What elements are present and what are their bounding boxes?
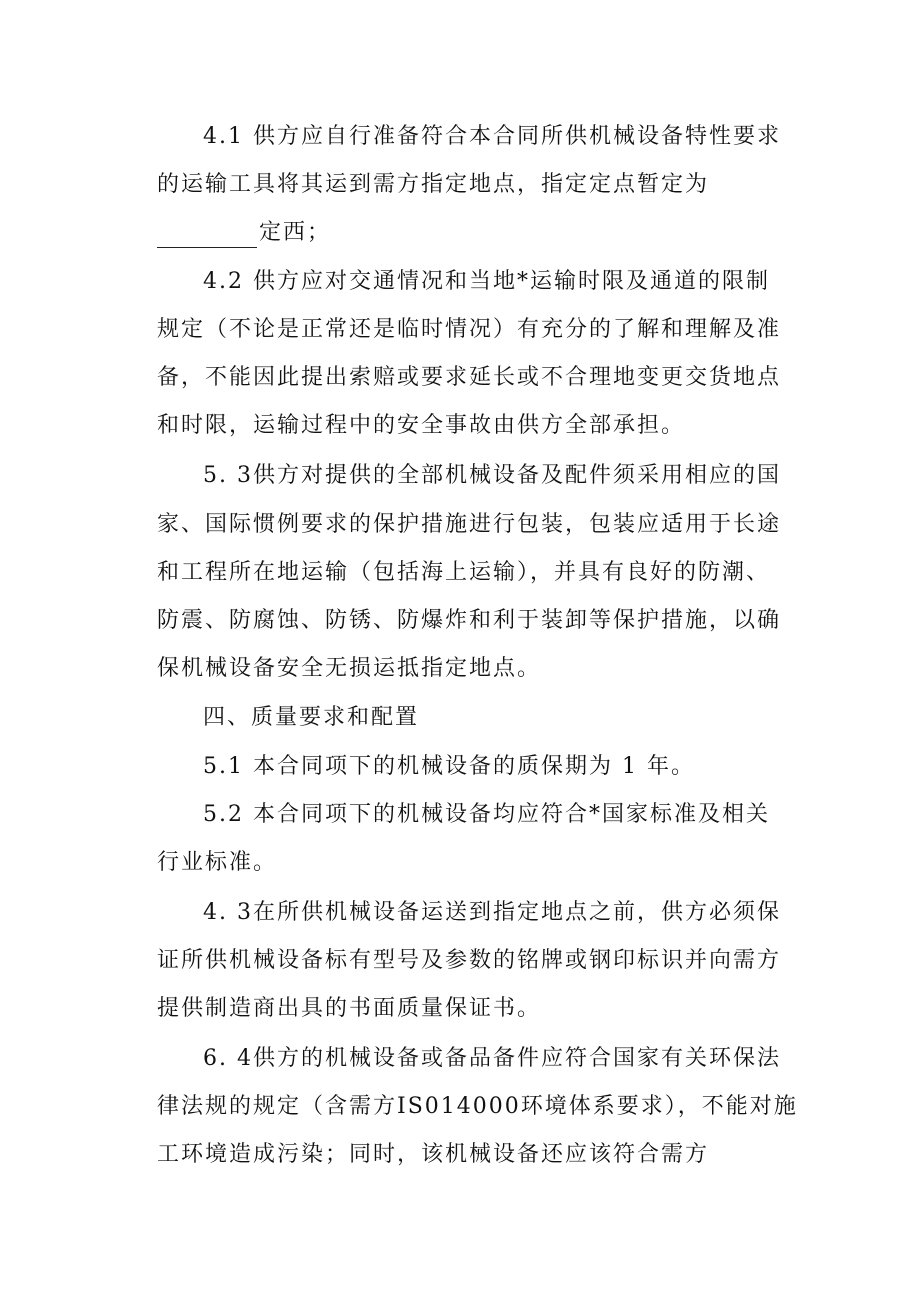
document-page: 4.1 供方应自行准备符合本合同所供机械设备特性要求 的运输工具将其运到需方指定地点，指定定点暂定为 定西； 4.2 供方应对交通情况和当地*运输时限及通道的限制 规定（不论是正常还是临时情况）有充分的了解和理解及准 备，不能因此提出索赔或要求延长或不合理地变更交货地点 和时限，运输过程中的安全事故由供方全部承担。 5. 3供方对提供的全部机械设备及配件须采用相应的国 家、国际惯例要求的保护措施进行包装，包装应适用于长途 和工程所在地运输（包括海上运输），并具有良好的防潮、 防震、防腐蚀、防锈、防爆炸和利于装卸等保护措施，以确 保机械设备安全无损运抵指定地点。 四、质量要求和配置 5.1 本合同项下的机械设备的质保期为 1 年。 5.2 本合同项下的机械设备均应符合*国家标准及相关 行业标准。 4. 3在所供机械设备运送到指定地点之前，供方必须保 证所供机械设备标有型号及参数的铭牌或钢印标识并向需方 提供制造商出具的书面质量保证书。 6. 4供方的机械设备或备品备件应符合国家有关环保法 律法规的规定（含需方IS014000环境体系要求），不能对施 工环境造成污染；同时，该机械设备还应该符合需方 <box>0 0 920 1301</box>
fill-in-blank <box>157 225 257 248</box>
